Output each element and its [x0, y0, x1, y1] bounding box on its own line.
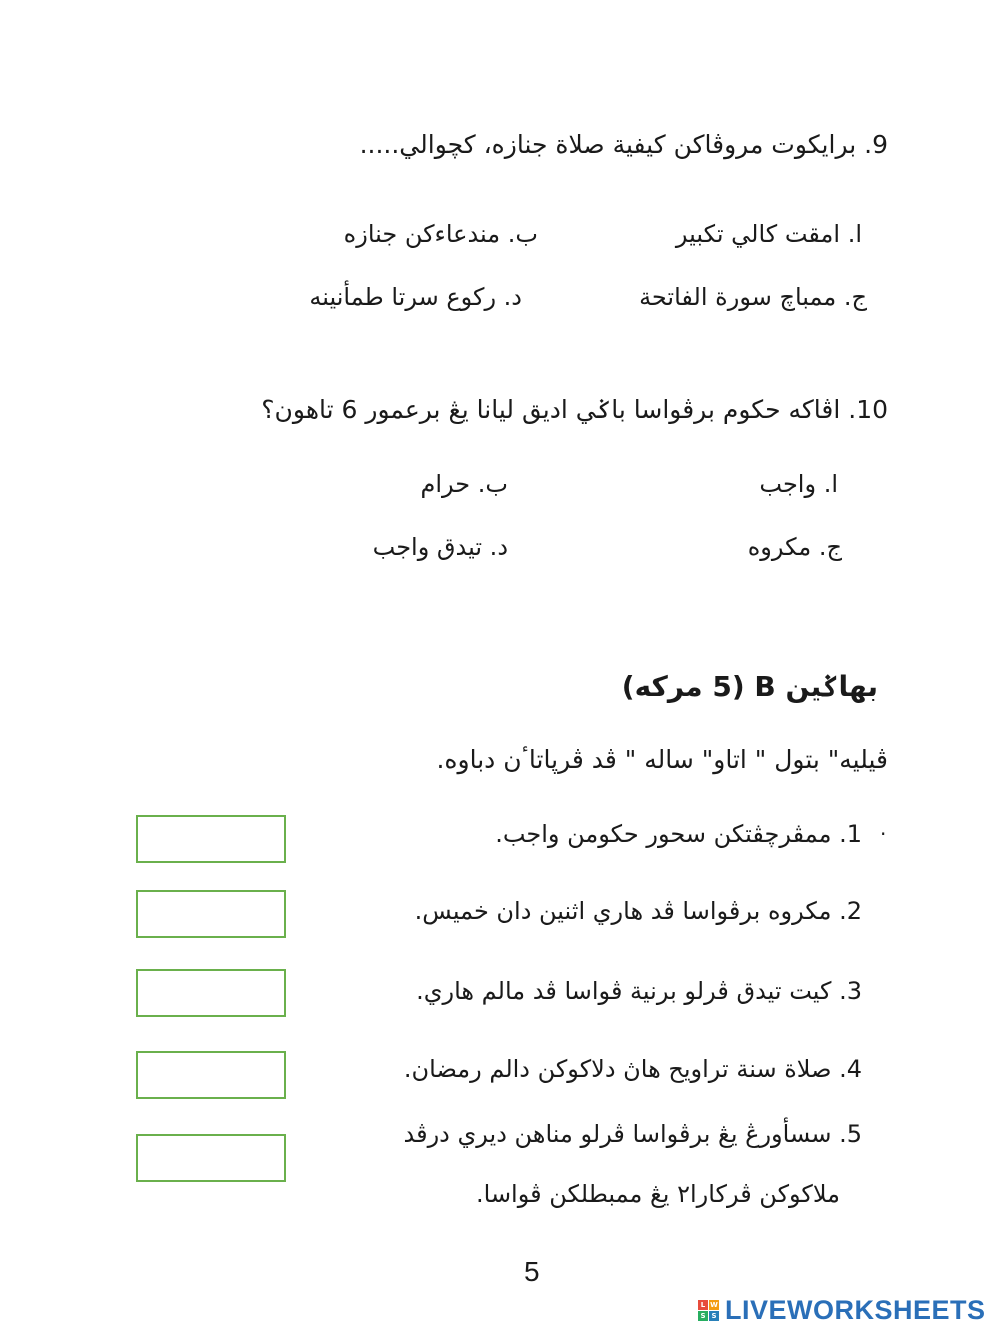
statement-5-continued: ملاکوکن ڤرکارا٢ يڠ ممبطلکن ڤواسا. [476, 1180, 840, 1208]
q10-option-a: ا. واجب [759, 470, 838, 498]
logo-mark-icon: L W S S [698, 1300, 719, 1321]
q9-option-d: د. رکوع سرتا طمأنينه [309, 283, 522, 311]
q9-option-b: ب. مندعاءکن جنازه [343, 220, 538, 248]
page-number: 5 [524, 1256, 540, 1287]
liveworksheets-logo[interactable] [698, 1295, 986, 1326]
section-b-instruction: ڤيليه" بتول " اتاو" ساله " ڤد ڤرپاتاٴن دباوه. [436, 745, 888, 774]
answer-box-4[interactable] [136, 1051, 286, 1099]
answer-box-3[interactable] [136, 969, 286, 1017]
q10-option-d: د. تيدق واجب [372, 533, 508, 561]
q9-option-a: ا. امقت کالي تکبير [675, 220, 862, 248]
statement-2: 2. مکروه برڤواسا ڤد هاري اثنين دان خميس. [414, 897, 862, 925]
stray-dot: · [880, 822, 887, 846]
answer-box-2[interactable] [136, 890, 286, 938]
statement-4: 4. صلاة سنة تراويح هاڽ دلاکوکن دالم رمضان. [403, 1055, 862, 1083]
logo-text: LIVEWORKSHEETS [725, 1295, 986, 1325]
question-10-title: 10. اڤاکه حکوم برڤواسا باݢي اديق ليانا يڠ برعمور 6 تاهون؟ [261, 395, 888, 424]
answer-box-5[interactable] [136, 1134, 286, 1182]
q10-option-b: ب. حرام [420, 470, 508, 498]
answer-box-1[interactable] [136, 815, 286, 863]
statement-5: 5. سسأورڠ يڠ برڤواسا ڤرلو مناهن ديري درڤد [403, 1120, 862, 1148]
section-b-title: بهاݢين B (5 مرکه) [621, 670, 878, 703]
q9-option-c: ج. ممباچ سورة الفاتحة [639, 283, 867, 311]
question-9-title: 9. برايکوت مروڤاکن کيفية صلاة جنازه، کچوالي..... [359, 130, 888, 159]
statement-3: 3. کيت تيدق ڤرلو برنية ڤواسا ڤد مالم هاري. [416, 977, 862, 1005]
statement-1: 1. ممڤرچڤتکن سحور حکومن واجب. [495, 820, 862, 848]
q10-option-c: ج. مکروه [747, 533, 842, 561]
